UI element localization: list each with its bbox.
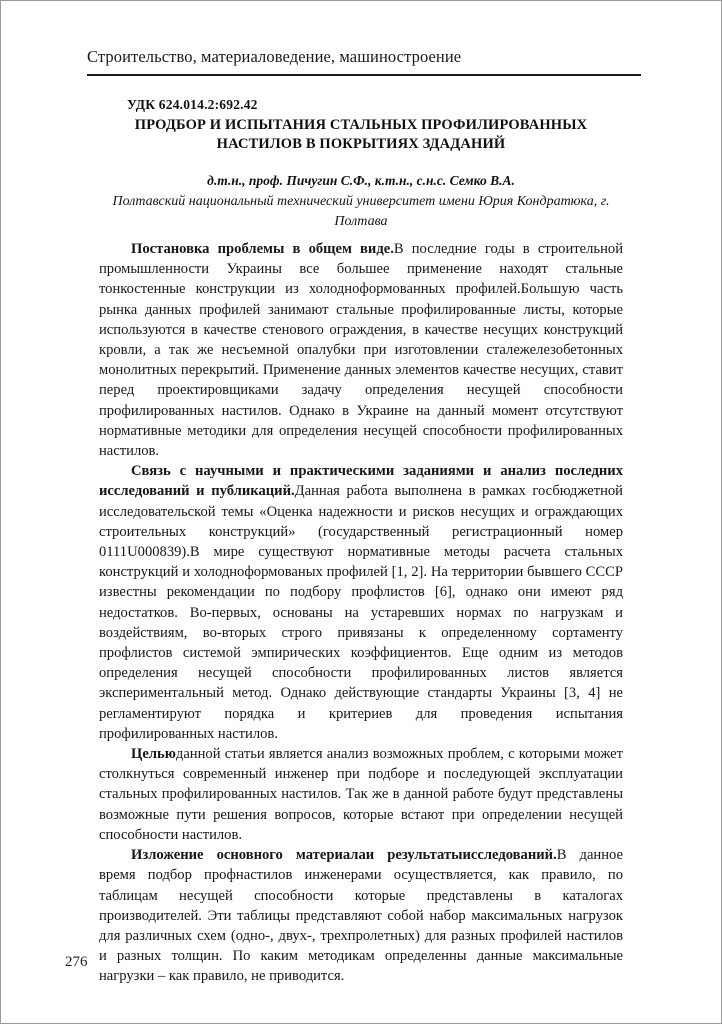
udk-code: УДК 624.014.2:692.42 (127, 97, 258, 112)
article-affiliation: Полтавский национальный технический университет имени Юрия Кондратюка, г. Полтава (112, 194, 610, 229)
article-header (99, 96, 623, 232)
article-title: ПРОДБОР И ИСПЫТАНИЯ СТАЛЬНЫХ ПРОФИЛИРОВАННЫХ НАСТИЛОВ В ПОКРЫТИЯХ ЗДАДАНИЙ (134, 117, 588, 152)
paragraph-lead-in: Целью (131, 746, 176, 763)
paragraph-text: данной статьи является анализ возможных проблем, с которыми может столкнуться современный инженер при подборе и последующей эксплуатации стальных профилированных настилов. Так же в данной работе будут представлены возможные пути решения вопросов, которые встают при определении несущей способности настилов. (99, 746, 623, 843)
body-paragraph (99, 845, 623, 986)
paragraph-lead-in: Изложение основного материалаи результатыисследований. (131, 847, 557, 864)
article-body (99, 239, 623, 987)
body-paragraph (99, 744, 623, 845)
paragraph-text: В данное время подбор профнастилов инженерами осуществляется, как правило, по таблицам несущей способности которые представлены в каталогах производителей. Эти таблицы представляют собой набор максимальных нагрузок для различных схем (одно-, двух-, трехпролетных) для разных профилей настилов и разных толщин. По каким методикам определенны данные максимальные нагрузки – как правило, не приводится. (99, 847, 624, 985)
paragraph-text: В последние годы в строительной промышленности Украины все большее применение находят стальные тонкостенные конструкции из холодноформованных профилей.Большую часть рынка данных профилей занимают стальные профилированные листы, которые используются в качестве стенового ограждения, в качестве несущих конструкций кровли, а так же несъемной опалубки при изготовлении сталежелезобетонных монолитных перекрытий. Применение данных элементов качестве несущих, ставит перед проектировщиками задачу определения несущей способности профилированных настилов. Однако в Украине на данный момент отсутствуют нормативные методики для определения несущей способности профилированных настилов. (99, 241, 623, 460)
running-head-text: Строительство, материаловедение, машиностроение (87, 47, 462, 66)
paragraph-lead-in: Постановка проблемы в общем виде. (131, 241, 394, 257)
body-paragraph (99, 461, 623, 744)
paragraph-lead-in: Связь с научными и практическими заданиями и анализ последних исследований и публикаций. (99, 463, 623, 500)
running-head (87, 47, 641, 67)
header-divider-rule (87, 74, 641, 76)
page-number: 276 (65, 954, 88, 970)
body-paragraph (99, 239, 623, 461)
paragraph-text: Данная работа выполнена в рамках госбюджетной исследовательской темы «Оценка надежности и рисков несущих и ограждающих строительных конструкций» (государственный регистрационный номер 0111U000839).В мире существуют нормативные методы расчета стальных конструкций и холодноформованых профилей [1, 2]. На территории бывшего СССР известны рекомендации по подбору профлистов [6], однако они имеют ряд недостатков. Во-первых, основаны на устаревших нормах по нагрузкам и воздействиям, во-вторых строго привязаны к определенному сортаменту профлистов системой эмпирических коэффициентов. Еще одним из методов определения несущей способности профилированных листов является экспериментальный метод. Однако действующие стандарты Украины [3, 4] не регламентируют порядка и критериев для проведения испытания профилированных настилов. (99, 483, 623, 742)
article-authors: д.т.н., проф. Пичугин С.Ф., к.т.н., с.н.с. Семко В.А. (207, 173, 515, 188)
